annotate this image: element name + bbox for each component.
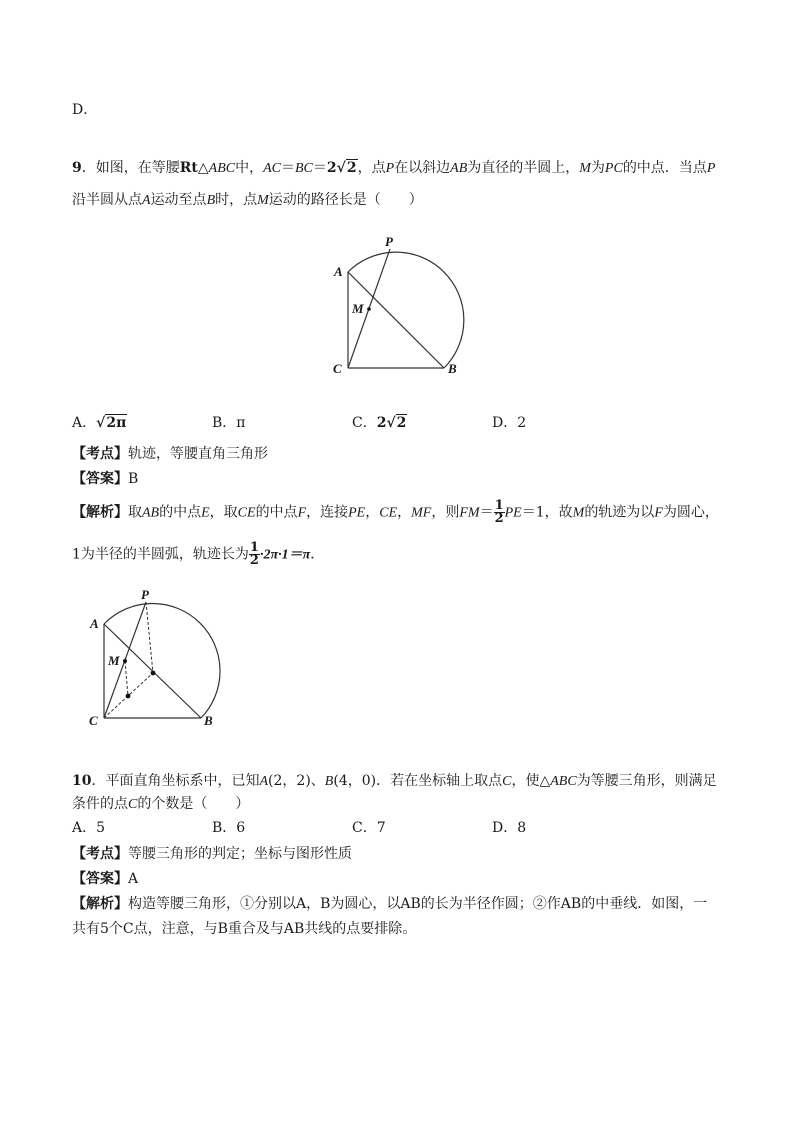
q10-analysis-line2: 共有5个C点，注意，与B重合及与AB共线的点要排除。 (72, 921, 417, 937)
label-m: M (352, 301, 364, 316)
text: CE (237, 505, 256, 521)
text: M (572, 505, 585, 521)
text: C (128, 797, 138, 812)
text: ABC (208, 161, 236, 176)
q9-option-c (352, 413, 407, 433)
text: ＝ (479, 504, 494, 521)
text: A (142, 193, 151, 208)
q9-stem-line2 (72, 190, 423, 211)
text: (4，0)．若在坐标轴上取点 (333, 773, 503, 789)
text: 为 (590, 160, 605, 176)
text: 中， (235, 160, 264, 176)
text: C． (352, 415, 377, 431)
text: 轨迹，等腰直角三角形 (128, 446, 268, 462)
denominator: 2 (494, 511, 504, 526)
text: 运动的路径长是（ ） (268, 192, 423, 208)
text: PE (504, 505, 522, 521)
text: 为直径的半圆上， (467, 160, 580, 176)
q9-sqrt-expr: 2√2 (326, 160, 357, 176)
label-a: A (90, 616, 99, 631)
text: AB (142, 505, 160, 521)
text: 2 (376, 415, 387, 431)
text: ， (365, 504, 380, 521)
text: D． (492, 415, 518, 431)
q9-analysis-line1 (72, 500, 719, 525)
text: 2 (346, 160, 357, 176)
text: ． (310, 546, 325, 563)
fraction-half (249, 542, 260, 567)
text: F (297, 505, 307, 521)
tag: 【解析】 (72, 896, 128, 912)
denominator: 2 (249, 553, 259, 568)
tag: 【答案】 (72, 871, 128, 887)
q9-option-b (212, 413, 246, 433)
numerator: 1 (249, 540, 259, 555)
text: P (385, 161, 395, 176)
tag: 【考点】 (72, 846, 128, 862)
text: C (502, 774, 512, 789)
text: AB (450, 161, 468, 176)
text: 运动至点 (150, 192, 207, 208)
text: MF (411, 505, 432, 521)
text: ．平面直角坐标系中，已知 (91, 773, 260, 789)
tag: 【答案】 (72, 471, 128, 487)
numerator: 1 (494, 498, 504, 513)
label-b: B (204, 713, 213, 728)
text: P (706, 161, 716, 176)
text: ABC (550, 774, 577, 789)
text: ，则 (431, 504, 460, 521)
text: ＝ (280, 160, 295, 176)
text: Rt (179, 160, 198, 176)
q10-option-a: A．5 (72, 820, 106, 836)
label-b: B (448, 361, 457, 376)
text: B (128, 471, 139, 487)
semicircle-arc (104, 603, 220, 718)
text: 的中点 (255, 504, 298, 521)
text: 构造等腰三角形，①分别以A，B为圆心，以AB的长为半径作圆；②作AB的中垂线．如图，一 (128, 896, 708, 912)
q10-stem-line1 (72, 771, 717, 792)
text: PE (348, 505, 366, 521)
text: PC (604, 161, 623, 176)
text: CE (379, 505, 398, 521)
text: ＝ (312, 160, 327, 176)
text: FM (459, 505, 480, 521)
text: 为圆心， (662, 504, 719, 521)
segment-mf-dashed (125, 661, 128, 696)
text: B (206, 193, 216, 208)
text: 条件的点 (72, 796, 128, 812)
text: ，取 (209, 504, 238, 521)
q9-option-d (492, 413, 526, 433)
text: A． (72, 415, 97, 431)
q9-answer (72, 469, 138, 489)
q9-analysis-line2 (72, 542, 324, 567)
text: 等腰三角形的判定；坐标与图形性质 (128, 846, 352, 862)
q10-stem-line2 (72, 794, 249, 815)
sqrt-expr: √2π (96, 415, 127, 431)
label-m: M (108, 653, 120, 668)
fraction-half (494, 500, 505, 525)
text: BC (294, 161, 313, 176)
text: E (201, 505, 210, 521)
text: ＝1，故 (521, 504, 573, 521)
text: B． (212, 415, 237, 431)
q8-option-d: D． (72, 102, 98, 118)
q9-stem-line1 (72, 158, 715, 179)
text: ， (397, 504, 412, 521)
label-c: C (333, 361, 342, 376)
q10-kaodian (72, 844, 352, 864)
text: 2π (106, 415, 127, 431)
label-p: P (141, 587, 149, 602)
text: ，连接 (306, 504, 349, 521)
text: F (654, 505, 663, 521)
text: 的中点．当点 (622, 160, 707, 176)
text: 2 (517, 415, 527, 431)
text: 的个数是（ ） (137, 796, 250, 812)
text: 时，点 (215, 192, 258, 208)
text: (2，2)、 (268, 773, 325, 789)
text: 沿半圆从点 (72, 192, 142, 208)
point-f (126, 694, 131, 699)
segment-ab (348, 272, 444, 368)
text: 在以斜边 (394, 160, 451, 176)
math-expr: ·2π·1＝π (259, 547, 311, 563)
q10-option-b: B．6 (212, 820, 246, 836)
point-m (123, 659, 127, 663)
text: A (128, 871, 139, 887)
q9-option-a (72, 413, 127, 433)
text: ，使△ (511, 773, 551, 789)
q10-answer (72, 869, 138, 889)
tag: 【解析】 (72, 504, 128, 521)
text: M (257, 193, 269, 208)
point-e (151, 671, 156, 676)
text: 为等腰三角形，则满足 (576, 773, 717, 789)
text: 2 (326, 160, 337, 176)
q9-figure-1 (326, 232, 476, 382)
q9-number: 9 (72, 160, 82, 176)
text: ．如图，在等腰 (81, 160, 180, 176)
text: AC (263, 161, 281, 176)
text: ，点 (357, 160, 386, 176)
semicircle-arc (348, 252, 464, 368)
label-a: A (334, 264, 343, 279)
q9-kaodian (72, 444, 268, 464)
text: 1为半径的半圆弧，轨迹长为 (72, 546, 249, 563)
q10-option-c: C．7 (352, 820, 386, 836)
q10-option-d: D．8 (492, 820, 527, 836)
text: B (324, 774, 334, 789)
point-m (367, 307, 371, 311)
text: π (236, 415, 246, 431)
q9-figure-2 (80, 584, 230, 734)
label-c: C (89, 713, 98, 728)
text: △ (197, 160, 209, 176)
text: 的中点 (159, 504, 202, 521)
q10-number: 10 (72, 773, 92, 789)
sqrt-expr: 2√2 (376, 415, 407, 431)
text: 2 (396, 415, 407, 431)
segment-pe-dashed (146, 602, 153, 673)
text: M (579, 161, 591, 176)
text: A (259, 774, 269, 789)
tag: 【考点】 (72, 446, 128, 462)
text: 的轨迹为以 (584, 504, 655, 521)
q10-analysis-line1 (72, 894, 707, 914)
label-p: P (385, 234, 393, 249)
text: 取 (128, 504, 142, 521)
